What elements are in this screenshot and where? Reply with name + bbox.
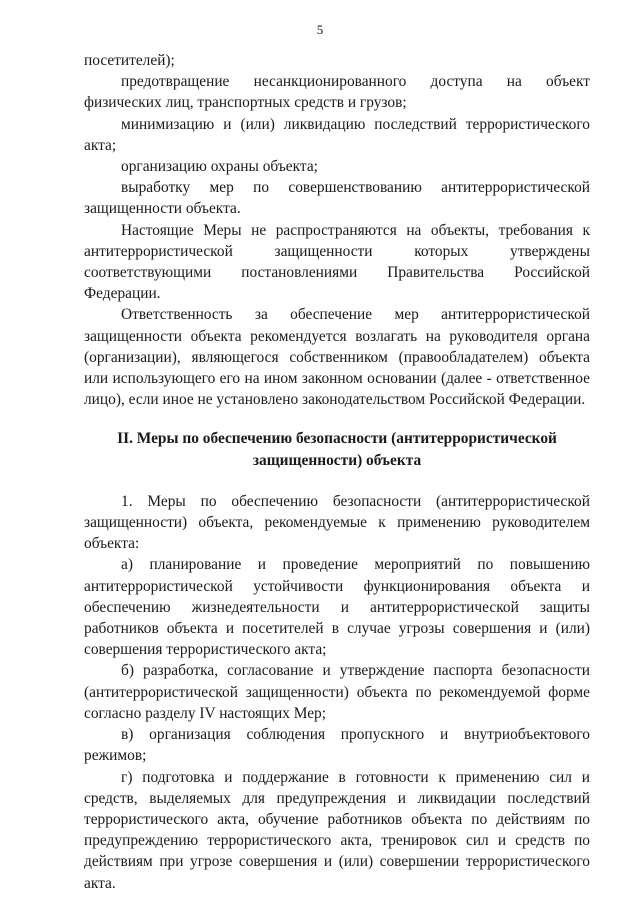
paragraph-scope-exclusion: Настоящие Меры не распространяются на объекты, требования к антитеррористической защищенности которых утверждены соответствующими постановлениями Правительства Российской Федерации.: [84, 221, 590, 303]
paragraph-item-b: б) разработка, согласование и утверждение паспорта безопасности (антитеррористической защищенности) объекта по рекомендуемой форме согласно разделу IV настоящих Мер;: [84, 662, 590, 722]
section-heading: [84, 428, 590, 470]
section-heading-line-2: защищенности) объекта: [252, 451, 422, 469]
paragraph-guard: организацию охраны объекта;: [121, 158, 318, 176]
section-heading-line-1: II. Меры по обеспечению безопасности (антитеррористической: [117, 430, 557, 448]
paragraph-improvement: выработку мер по совершенствованию антитеррористической защищенности объекта.: [84, 179, 590, 218]
page-number: 5: [316, 22, 324, 37]
paragraph-item-v: в) организация соблюдения пропускного и внутриобъектового режимов;: [84, 726, 590, 765]
paragraph-minimization: минимизацию и (или) ликвидацию последствий террористического акта;: [84, 115, 590, 154]
paragraph-responsibility: Ответственность за обеспечение мер антитеррористической защищенности объекта рекомендуется возлагать на руководителя органа (организации), являющегося собственником (правообладателем) объекта или использующего его на ином законном основании (далее - ответственное лицо), если иное не установлено законодательством Российской Федерации.: [84, 306, 590, 409]
paragraph-measures-intro: 1. Меры по обеспечению безопасности (антитеррористической защищенности) объекта, рекомендуемые к применению руководителем объекта:: [84, 492, 590, 553]
paragraph-unauthorized-access: предотвращение несанкционированного доступа на объект физических лиц, транспортных средств и грузов;: [84, 73, 590, 112]
paragraph-continuation: посетителей);: [84, 52, 175, 69]
paragraph-item-a: а) планирование и проведение мероприятий по повышению антитеррористической устойчивости функционирования объекта и обеспечению жизнедеятельности и антитеррористической защиты работников объекта и посетителей в случае угрозы совершения и (или) совершения террористического акта;: [84, 556, 590, 659]
paragraph-item-g: г) подготовка и поддержание в готовности к применению сил и средств, выделяемых для предупреждения и ликвидации последствий террористического акта, обучение работников объекта по действиям по предупреждению террористического акта, тренировок сил и средств по действиям при угрозе совершения и (или) совершении террористического акта.: [84, 768, 590, 892]
document-body: [84, 50, 590, 894]
